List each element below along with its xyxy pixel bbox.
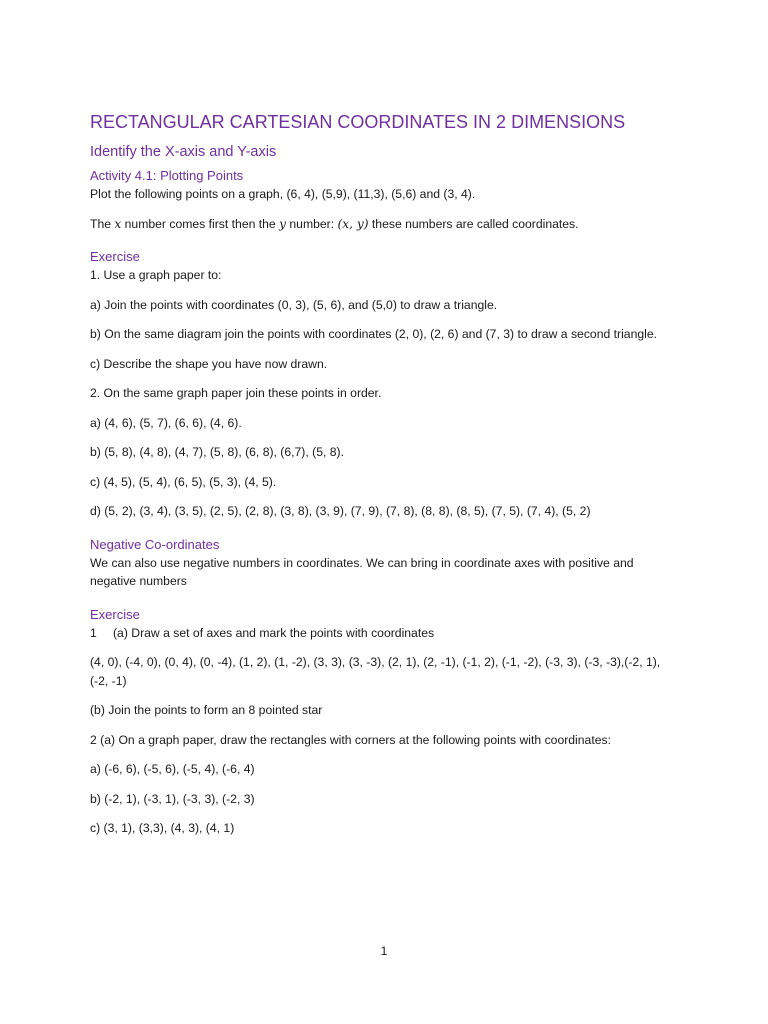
exercise-item: d) (5, 2), (3, 4), (3, 5), (2, 5), (2, 8), (3, 8), (3, 9), (7, 9), (7, 8), (8, 8), (8, 5), (7, 5), (7, 4), (5, 2): [90, 504, 591, 518]
section-heading-axes: Identify the X-axis and Y-axis: [90, 144, 277, 160]
rectangle-item: b) (-2, 1), (-3, 1), (-3, 3), (-2, 3): [90, 791, 255, 806]
exercise-heading-1: Exercise: [90, 249, 140, 264]
exercise-item: b) (5, 8), (4, 8), (4, 7), (5, 8), (6, 8), (6,7), (5, 8).: [90, 445, 344, 459]
activity-heading: Activity 4.1: Plotting Points: [90, 168, 244, 183]
star-points-list: (4, 0), (-4, 0), (0, 4), (0, -4), (1, 2), (1, -2), (3, 3), (3, -3), (2, 1), (2, -1), (-1, 2), (-1, -2), (-3, 3), (-3, -3),(-2, 1), (-2, -1): [90, 655, 661, 688]
document-content: [90, 108, 680, 849]
document-title: RECTANGULAR CARTESIAN COORDINATES IN 2 DIMENSIONS: [90, 112, 626, 132]
exercise-item: c) (4, 5), (5, 4), (6, 5), (5, 3), (4, 5).: [90, 474, 277, 489]
exercise-item: a) Join the points with coordinates (0, 3), (5, 6), and (5,0) to draw a triangle.: [90, 297, 498, 312]
exercise-question-2: 2 (a) On a graph paper, draw the rectangles with corners at the following points with coordinates:: [90, 732, 611, 747]
negative-coordinates-heading: Negative Co-ordinates: [90, 536, 220, 552]
exercise-item: 2. On the same graph paper join these points in order.: [90, 386, 382, 400]
exercise-item: b) On the same diagram join the points with coordinates (2, 0), (2, 6) and (7, 3) to draw a second triangle.: [90, 327, 658, 341]
activity-instruction: Plot the following points on a graph, (6, 4), (5,9), (11,3), (5,6) and (3, 4).: [90, 187, 476, 201]
exercise-item: a) (4, 6), (5, 7), (6, 6), (4, 6).: [90, 415, 242, 430]
exercise-heading-2: Exercise: [90, 606, 140, 622]
negative-coordinates-text: We can also use negative numbers in coordinates. We can bring in coordinate axes with positive and negative numbers: [90, 555, 634, 588]
exercise-item: 1. Use a graph paper to:: [90, 268, 222, 282]
exercise-question-1: 1 (a) Draw a set of axes and mark the points with coordinates: [90, 625, 435, 640]
rectangle-item: a) (-6, 6), (-5, 6), (-5, 4), (-6, 4): [90, 762, 255, 776]
coordinates-explanation: The x number comes first then the y number: (x, y) these numbers are called coordinates.: [90, 216, 579, 231]
exercise-item: c) Describe the shape you have now drawn.: [90, 356, 328, 371]
exercise-question-1b: (b) Join the points to form an 8 pointed star: [90, 703, 323, 717]
page-number: 1: [380, 944, 388, 958]
rectangle-item: c) (3, 1), (3,3), (4, 3), (4, 1): [90, 821, 235, 835]
